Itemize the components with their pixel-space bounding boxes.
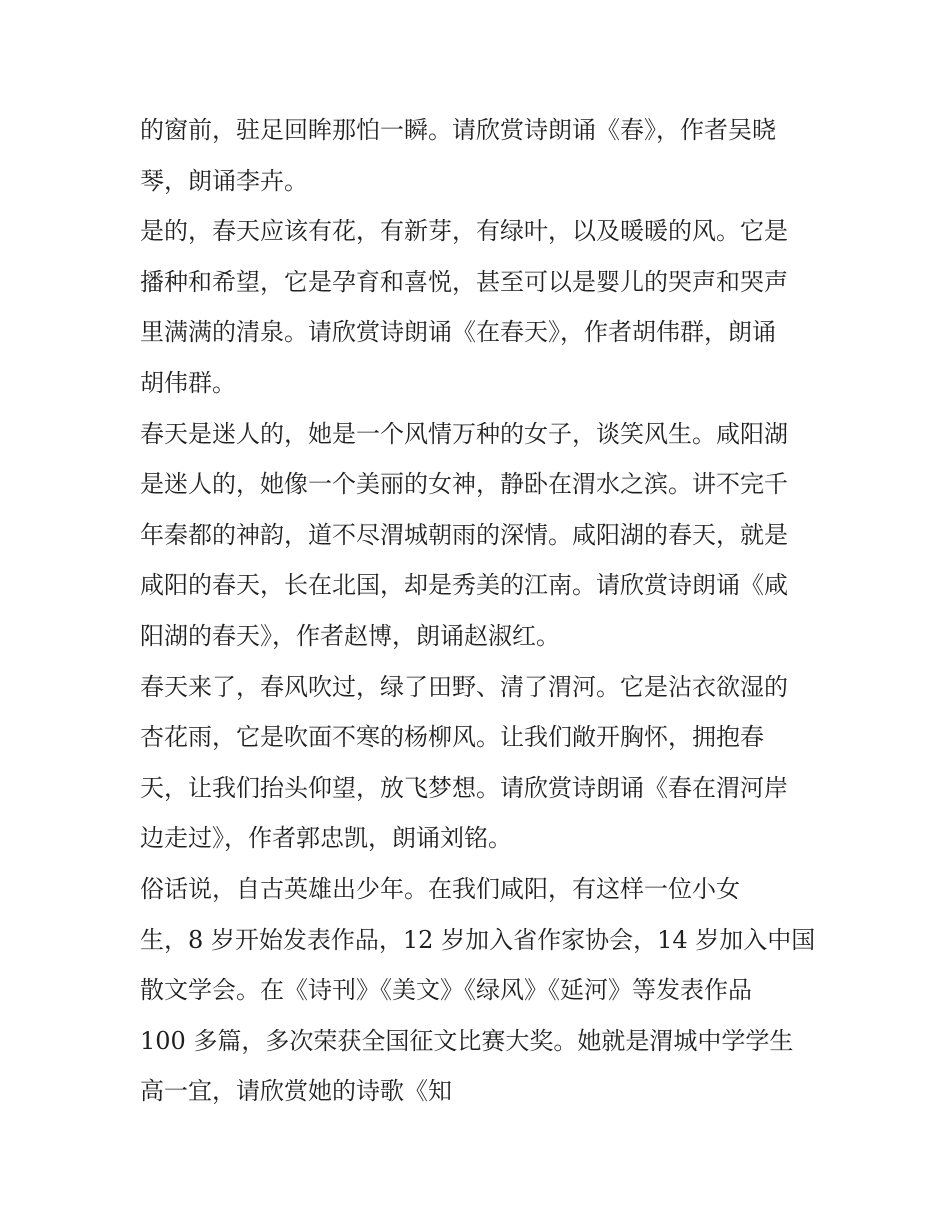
text-line: 俗话说，自古英雄出少年。在我们咸阳，有这样一位小女	[140, 874, 740, 903]
text-line: 胡伟群。	[140, 368, 236, 397]
text-line: 年秦都的神韵，道不尽渭城朝雨的深情。咸阳湖的春天，就是	[140, 520, 788, 549]
text-line: 生，8 岁开始发表作品，12 岁加入省作家协会，14 岁加入中国	[140, 925, 816, 954]
document-body	[140, 105, 816, 1117]
text-line: 是迷人的，她像一个美丽的女神，静卧在渭水之滨。讲不完千	[140, 470, 788, 499]
text-line: 春天来了，春风吹过，绿了田野、清了渭河。它是沾衣欲湿的	[140, 672, 788, 701]
text-line: 阳湖的春天》，作者赵博，朗诵赵淑红。	[140, 621, 560, 650]
text-line: 播种和希望，它是孕育和喜悦，甚至可以是婴儿的哭声和哭声	[140, 267, 788, 296]
text-line: 春天是迷人的，她是一个风情万种的女子，谈笑风生。咸阳湖	[140, 419, 788, 448]
text-line: 边走过》，作者郭忠凯，朗诵刘铭。	[140, 824, 512, 853]
text-line: 的窗前，驻足回眸那怕一瞬。请欣赏诗朗诵《春》，作者吴晓	[140, 116, 776, 144]
text-line: 高一宜，请欣赏她的诗歌《知	[140, 1077, 452, 1106]
text-line: 咸阳的春天，长在北国，却是秀美的江南。请欣赏诗朗诵《咸	[140, 571, 788, 600]
text-line: 是的，春天应该有花，有新芽，有绿叶，以及暖暖的风。它是	[140, 217, 788, 246]
text-line: 里满满的清泉。请欣赏诗朗诵《在春天》，作者胡伟群，朗诵	[140, 318, 776, 347]
text-line: 琴，朗诵李卉。	[140, 166, 308, 195]
text-line: 散文学会。在《诗刊》《美文》《绿风》《延河》等发表作品	[140, 976, 752, 1005]
text-line: 天，让我们抬头仰望，放飞梦想。请欣赏诗朗诵《春在渭河岸	[140, 773, 788, 802]
text-line: 杏花雨，它是吹面不寒的杨柳风。让我们敞开胸怀，拥抱春	[140, 723, 764, 752]
text-line: 100 多篇，多次荣获全国征文比赛大奖。她就是渭城中学学生	[140, 1026, 794, 1055]
